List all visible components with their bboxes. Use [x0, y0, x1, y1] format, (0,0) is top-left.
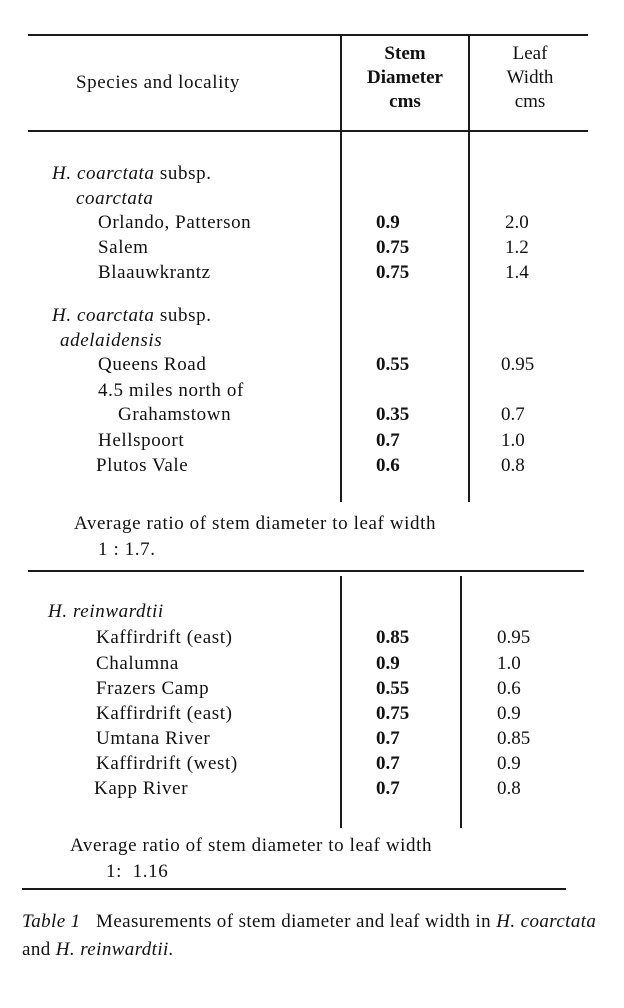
leaf-value: 2.0	[505, 212, 529, 233]
stem-value: 0.55	[376, 354, 410, 375]
section-divider-rule	[28, 570, 584, 572]
column-rule-right-lower	[460, 576, 462, 828]
locality-label: Umtana River	[96, 728, 211, 749]
locality-label: Queens Road	[98, 354, 207, 375]
column-rule-left-lower	[340, 576, 342, 828]
average-ratio-value: 1 : 1.7.	[98, 539, 156, 560]
leaf-value: 0.9	[497, 703, 521, 724]
leaf-value: 0.9	[497, 753, 521, 774]
leaf-value: 0.8	[497, 778, 521, 799]
locality-label: 4.5 miles north of	[98, 380, 244, 401]
stem-value: 0.9	[376, 212, 400, 233]
average-ratio-text: Average ratio of stem diameter to leaf width	[74, 513, 437, 534]
locality-label: Blaauwkrantz	[98, 262, 211, 283]
stem-value: 0.75	[376, 262, 410, 283]
locality-label: Chalumna	[96, 653, 179, 674]
stem-value: 0.75	[376, 703, 410, 724]
locality-label: Frazers Camp	[96, 678, 210, 699]
stem-value: 0.85	[376, 627, 410, 648]
locality-label: Hellspoort	[98, 430, 185, 451]
stem-value: 0.7	[376, 778, 400, 799]
leaf-value: 1.4	[505, 262, 529, 283]
table-top-rule	[28, 34, 588, 36]
stem-value: 0.6	[376, 455, 400, 476]
locality-label: Kapp River	[94, 778, 189, 799]
group-heading-coarctata: H. coarctata subsp.	[52, 163, 212, 184]
locality-label: Orlando, Patterson	[98, 212, 252, 233]
stem-value: 0.55	[376, 678, 410, 699]
subsp-name-coarctata: coarctata	[76, 188, 154, 209]
locality-label: Salem	[98, 237, 149, 258]
leaf-value: 1.0	[501, 430, 525, 451]
stem-column-header: Stem Diameter cms	[367, 43, 443, 112]
locality-label: Kaffirdrift (east)	[96, 703, 233, 724]
table-bottom-rule	[22, 888, 566, 890]
locality-label: Grahamstown	[118, 404, 232, 425]
leaf-value: 0.85	[497, 728, 531, 749]
stem-value: 0.7	[376, 430, 400, 451]
stem-value: 0.7	[376, 753, 400, 774]
stem-value: 0.9	[376, 653, 400, 674]
subsp-name-adelaidensis: adelaidensis	[60, 330, 163, 351]
table-caption: Table 1 Measurements of stem diameter and leaf width in H. coarctata and H. reinwardtii.	[22, 911, 597, 960]
leaf-column-header: Leaf Width cms	[506, 43, 554, 112]
group-heading-coarctata-adelaidensis: H. coarctata subsp.	[52, 305, 212, 326]
locality-label: Kaffirdrift (east)	[96, 627, 233, 648]
locality-label: Plutos Vale	[96, 455, 189, 476]
species-column-header: Species and locality	[76, 72, 240, 93]
locality-label: Kaffirdrift (west)	[96, 753, 238, 774]
group-heading-reinwardtii: H. reinwardtii	[48, 601, 164, 622]
leaf-value: 0.7	[501, 404, 525, 425]
leaf-value: 0.8	[501, 455, 525, 476]
stem-value: 0.7	[376, 728, 400, 749]
leaf-value: 0.6	[497, 678, 521, 699]
leaf-value: 1.0	[497, 653, 521, 674]
average-ratio-text: Average ratio of stem diameter to leaf width	[70, 835, 433, 856]
stem-value: 0.35	[376, 404, 410, 425]
average-ratio-value: 1: 1.16	[106, 861, 169, 882]
header-bottom-rule	[28, 130, 588, 132]
caption-label: Table 1	[22, 911, 81, 932]
leaf-value: 0.95	[501, 354, 535, 375]
stem-value: 0.75	[376, 237, 410, 258]
leaf-value: 1.2	[505, 237, 529, 258]
leaf-value: 0.95	[497, 627, 531, 648]
